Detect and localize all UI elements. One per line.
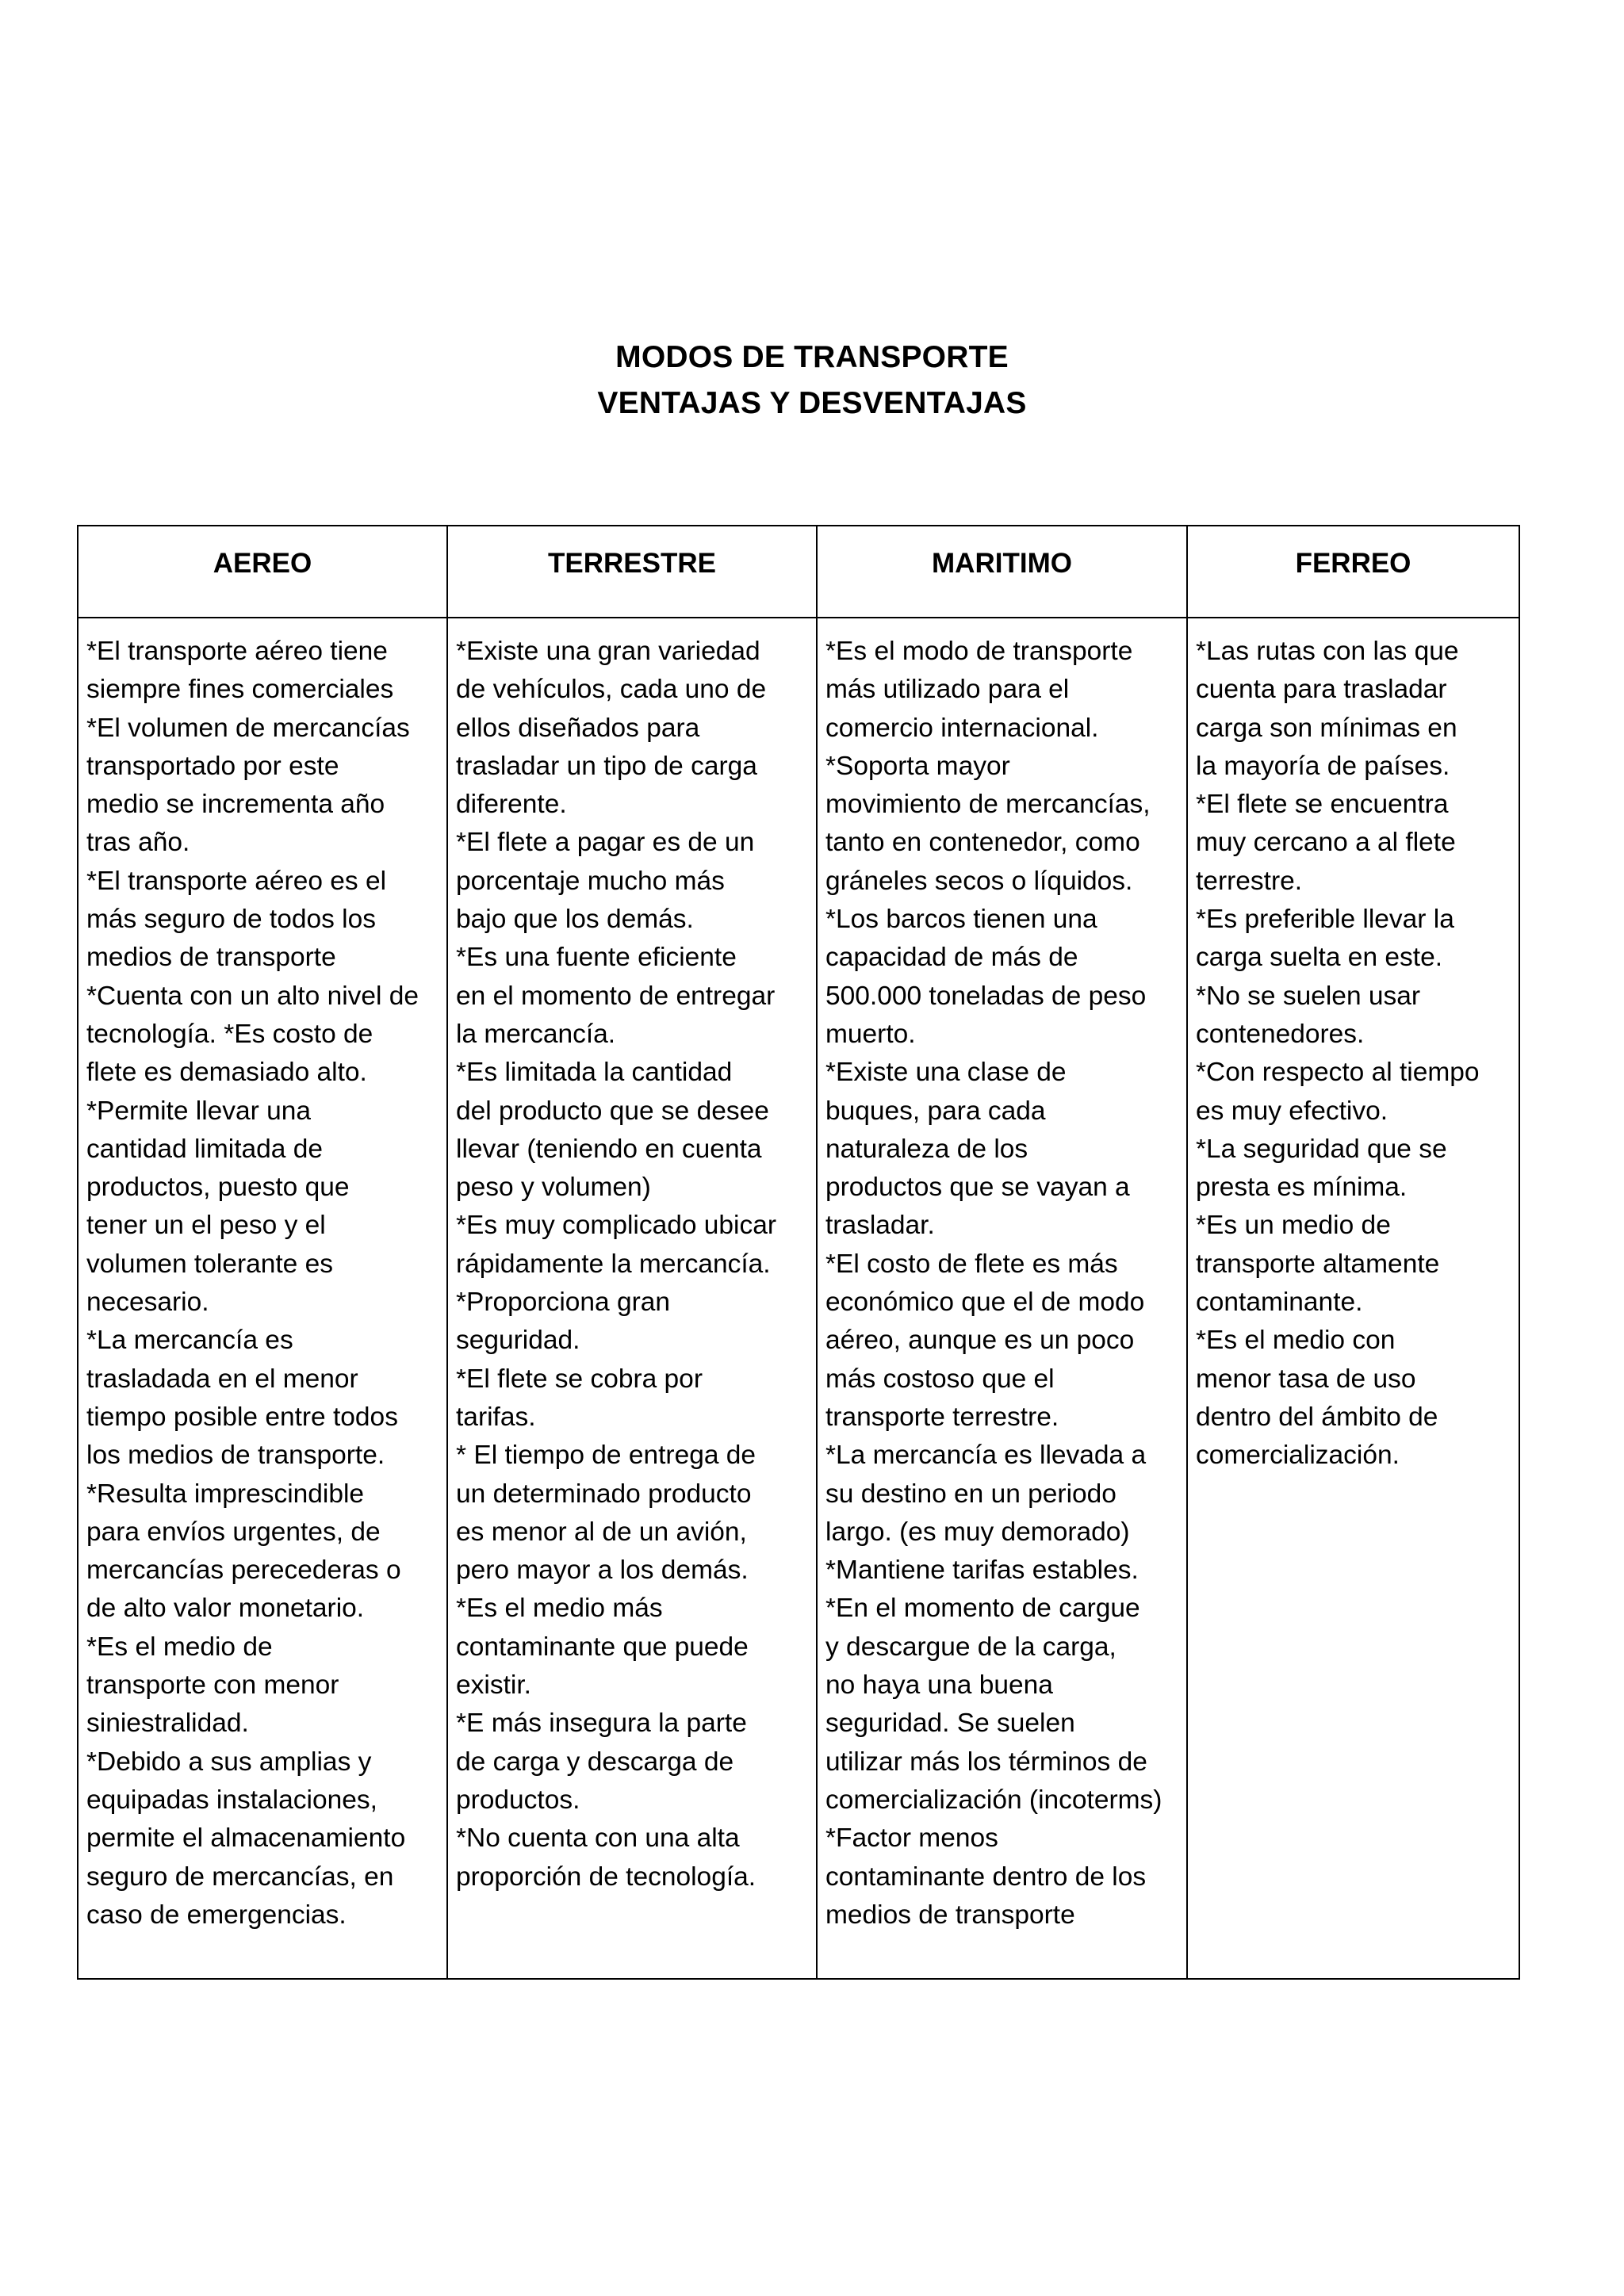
cell-text-line: volumen tolerante es (86, 1249, 333, 1279)
cell-text-line: utilizar más los términos de (825, 1747, 1147, 1777)
cell-text-line: *Permite llevar una (86, 1096, 312, 1126)
cell-text-line: comercio internacional. (825, 713, 1099, 743)
cell-text-line: de carga y descarga de (456, 1747, 734, 1777)
cell-text-line: productos que se vayan a (825, 1173, 1130, 1203)
cell-terrestre (447, 618, 817, 1979)
cell-text-line: pero mayor a los demás. (456, 1556, 749, 1586)
cell-text-line: *Es un medio de (1196, 1211, 1391, 1241)
cell-text-line: *Existe una gran variedad (456, 637, 760, 666)
cell-text-line: *El transporte aéreo tiene (86, 637, 388, 666)
table-body-row (78, 618, 1519, 1979)
cell-text-line: naturaleza de los (825, 1134, 1028, 1164)
cell-text-line: presta es mínima. (1196, 1173, 1408, 1203)
cell-text-line: *La seguridad que se (1196, 1134, 1447, 1164)
cell-text-line: tiempo posible entre todos (86, 1402, 398, 1432)
cell-text-line: siempre fines comerciales (86, 675, 394, 705)
cell-text-line: trasladar. (825, 1211, 935, 1241)
cell-text-line: terrestre. (1196, 866, 1303, 896)
cell-text-line: muerto. (825, 1019, 916, 1049)
cell-text-line: permite el almacenamiento (86, 1823, 406, 1854)
cell-text-line: su destino en un periodo (825, 1479, 1116, 1509)
cell-text-line: tarifas. (456, 1402, 536, 1432)
cell-text-line: *El flete a pagar es de un (456, 828, 755, 858)
cell-text-line: *Soporta mayor (825, 751, 1010, 781)
cell-text-line: *Mantiene tarifas estables. (825, 1556, 1139, 1586)
header-terrestre: TERRESTRE (447, 526, 817, 618)
cell-text-line: *Factor menos (825, 1823, 998, 1854)
header-maritimo: MARITIMO (817, 526, 1187, 618)
cell-text-line: equipadas instalaciones, (86, 1785, 377, 1815)
cell-text-line: *La mercancía es (86, 1326, 293, 1356)
cell-text-line: diferente. (456, 790, 567, 820)
cell-text-line: no haya una buena (825, 1670, 1053, 1701)
cell-text-line: *Es limitada la cantidad (456, 1058, 733, 1088)
cell-text-line: tras año. (86, 828, 190, 858)
cell-text-line: *No se suelen usar (1196, 981, 1421, 1011)
cell-text-line: medios de transporte (86, 943, 336, 973)
title-line-1: MODOS DE TRANSPORTE (615, 340, 1009, 374)
cell-text-line: *El flete se cobra por (456, 1364, 703, 1394)
cell-text-line: productos, puesto que (86, 1173, 350, 1203)
cell-text-line: *Resulta imprescindible (86, 1479, 365, 1509)
cell-text-line: carga son mínimas en (1196, 713, 1457, 743)
cell-text-line: transporte terrestre. (825, 1402, 1059, 1432)
cell-text-line: existir. (456, 1670, 531, 1701)
cell-text-line: capacidad de más de (825, 943, 1078, 973)
cell-text-line: *Debido a sus amplias y (86, 1747, 372, 1777)
cell-text-line: *Los barcos tienen una (825, 905, 1097, 935)
cell-text-line: la mayoría de países. (1196, 751, 1450, 781)
cell-text-line: *Es el medio más (456, 1594, 663, 1624)
title-line-2: VENTAJAS Y DESVENTAJAS (597, 386, 1027, 420)
cell-text-line: largo. (es muy demorado) (825, 1517, 1130, 1547)
cell-text-line: más seguro de todos los (86, 905, 376, 935)
cell-text-line: dentro del ámbito de (1196, 1402, 1438, 1432)
cell-text-line: la mercancía. (456, 1019, 616, 1049)
cell-text-line: cantidad limitada de (86, 1134, 323, 1164)
cell-text-line: más utilizado para el (825, 675, 1070, 705)
cell-text-line: y descargue de la carga, (825, 1632, 1116, 1662)
cell-text-line: cuenta para trasladar (1196, 675, 1447, 705)
cell-text-line: *El volumen de mercancías (86, 713, 410, 743)
cell-text-line: es menor al de un avión, (456, 1517, 747, 1547)
cell-text-line: *El transporte aéreo es el (86, 866, 387, 896)
cell-text-line: *No cuenta con una alta (456, 1823, 740, 1854)
cell-text-line: *Cuenta con un alto nivel de (86, 981, 419, 1011)
cell-text-line: *Las rutas con las que (1196, 637, 1459, 666)
cell-text-line: rápidamente la mercancía. (456, 1249, 771, 1279)
cell-text-line: seguridad. (456, 1326, 580, 1356)
cell-text-line: comercialización. (1196, 1441, 1400, 1471)
cell-text-line: *Es una fuente eficiente (456, 943, 737, 973)
cell-text-line: caso de emergencias. (86, 1900, 347, 1930)
cell-text-line: los medios de transporte. (86, 1441, 385, 1471)
cell-text-line: *Es muy complicado ubicar (456, 1211, 777, 1241)
cell-text-line: tecnología. *Es costo de (86, 1019, 373, 1049)
cell-text-line: carga suelta en este. (1196, 943, 1443, 973)
cell-text-line: *El costo de flete es más (825, 1249, 1118, 1279)
cell-text-line: comercialización (incoterms) (825, 1785, 1162, 1815)
cell-text-line: flete es demasiado alto. (86, 1058, 367, 1088)
cell-text-line: porcentaje mucho más (456, 866, 725, 896)
cell-text-line: *Es el medio de (86, 1632, 273, 1662)
cell-text-line: llevar (teniendo en cuenta (456, 1134, 762, 1164)
cell-text-line: siniestralidad. (86, 1709, 249, 1739)
header-ferreo: FERREO (1187, 526, 1519, 618)
cell-text-line: contaminante dentro de los (825, 1862, 1147, 1892)
cell-maritimo (817, 618, 1187, 1979)
cell-text-line: un determinado producto (456, 1479, 752, 1509)
cell-text-line: tener un el peso y el (86, 1211, 326, 1241)
cell-text-line: contenedores. (1196, 1019, 1365, 1049)
cell-text-line: transportado por este (86, 751, 339, 781)
cell-text-line: tanto en contenedor, como (825, 828, 1140, 858)
cell-text-line: transporte altamente (1196, 1249, 1440, 1279)
cell-text-line: bajo que los demás. (456, 905, 694, 935)
cell-text-line: transporte con menor (86, 1670, 339, 1701)
cell-aereo (78, 618, 447, 1979)
cell-text-line: *Es el medio con (1196, 1326, 1396, 1356)
cell-text-line: medio se incrementa año (86, 790, 385, 820)
cell-text-line: ellos diseñados para (456, 713, 700, 743)
cell-text-line: más costoso que el (825, 1364, 1055, 1394)
cell-text-line: productos. (456, 1785, 580, 1815)
cell-text-line: 500.000 toneladas de peso (825, 981, 1147, 1011)
cell-text-line: medios de transporte (825, 1900, 1075, 1930)
transport-modes-table (77, 525, 1520, 1980)
header-aereo: AEREO (78, 526, 447, 618)
cell-text-line: gráneles secos o líquidos. (825, 866, 1133, 896)
cell-text-line: *Es el modo de transporte (825, 637, 1133, 666)
cell-text-line: del producto que se desee (456, 1096, 769, 1126)
cell-text-line: movimiento de mercancías, (825, 790, 1151, 820)
cell-text-line: económico que el de modo (825, 1288, 1145, 1318)
cell-text-line: para envíos urgentes, de (86, 1517, 381, 1547)
cell-text-line: *El flete se encuentra (1196, 790, 1449, 820)
cell-text-line: seguridad. Se suelen (825, 1709, 1075, 1739)
cell-text-line: es muy efectivo. (1196, 1096, 1388, 1126)
cell-text-line: trasladada en el menor (86, 1364, 358, 1394)
cell-text-line: trasladar un tipo de carga (456, 751, 757, 781)
cell-text-line: *Existe una clase de (825, 1058, 1067, 1088)
cell-text-line: muy cercano a al flete (1196, 828, 1456, 858)
cell-text-line: de vehículos, cada uno de (456, 675, 767, 705)
cell-text-line: en el momento de entregar (456, 981, 776, 1011)
cell-text-line: * El tiempo de entrega de (456, 1441, 756, 1471)
cell-text-line: menor tasa de uso (1196, 1364, 1416, 1394)
cell-text-line: contaminante que puede (456, 1632, 749, 1662)
cell-text-line: mercancías perecederas o (86, 1556, 401, 1586)
document-title (0, 335, 1624, 427)
cell-text-line: necesario. (86, 1288, 209, 1318)
table-header-row (78, 526, 1519, 618)
cell-ferreo (1187, 618, 1519, 1979)
cell-text-line: *En el momento de cargue (825, 1594, 1140, 1624)
cell-text-line: *Con respecto al tiempo (1196, 1058, 1480, 1088)
cell-text-line: proporción de tecnología. (456, 1862, 756, 1892)
cell-text-line: *Proporciona gran (456, 1288, 671, 1318)
cell-text-line: contaminante. (1196, 1288, 1363, 1318)
cell-text-line: buques, para cada (825, 1096, 1046, 1126)
cell-text-line: *La mercancía es llevada a (825, 1441, 1147, 1471)
cell-text-line: de alto valor monetario. (86, 1594, 365, 1624)
cell-text-line: peso y volumen) (456, 1173, 651, 1203)
cell-text-line: *Es preferible llevar la (1196, 905, 1454, 935)
cell-text-line: seguro de mercancías, en (86, 1862, 394, 1892)
cell-text-line: *E más insegura la parte (456, 1709, 747, 1739)
cell-text-line: aéreo, aunque es un poco (825, 1326, 1135, 1356)
